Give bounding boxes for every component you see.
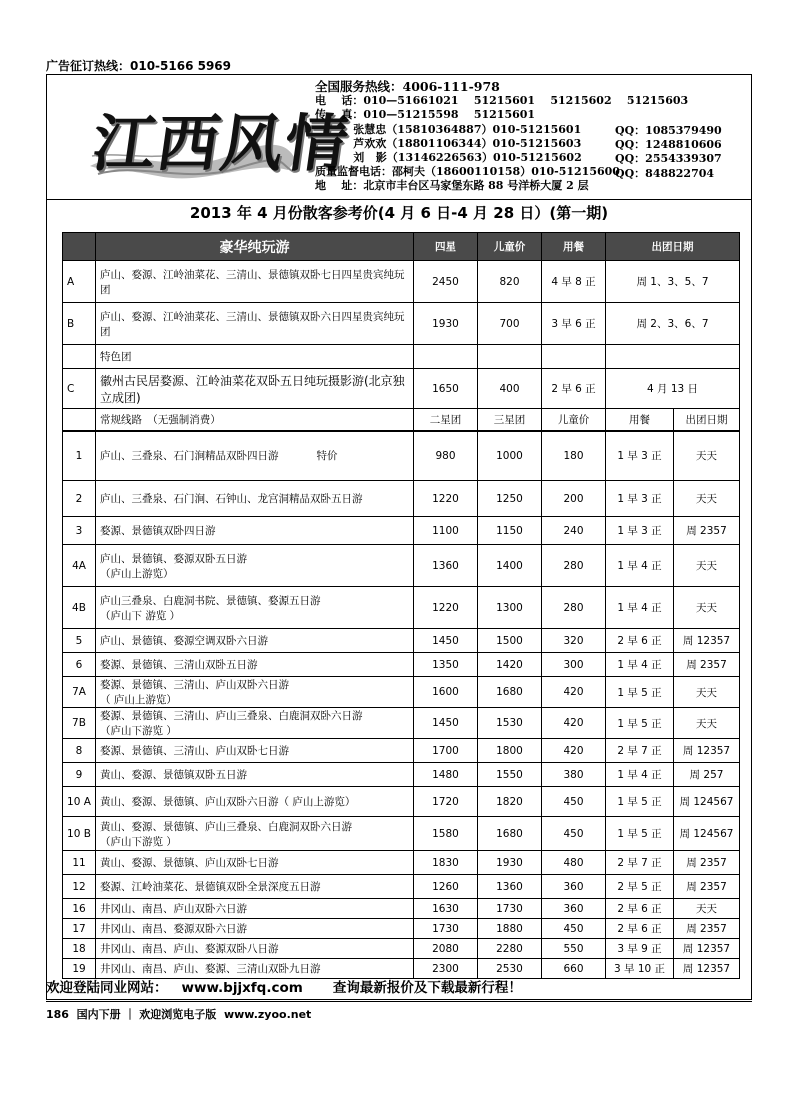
col-header: 三星团 bbox=[478, 409, 542, 431]
table-row bbox=[63, 481, 740, 517]
row-dates: 周 257 bbox=[674, 763, 740, 787]
row-id: 16 bbox=[63, 899, 96, 919]
row-price-3star: 1550 bbox=[478, 763, 542, 787]
route-text: 婺源、景德镇、三清山双卧五日游 bbox=[100, 659, 258, 671]
row-dates: 天天 bbox=[674, 708, 740, 739]
divider bbox=[46, 1001, 752, 1002]
col-header: 出团日期 bbox=[606, 233, 740, 261]
qq-number: QQ：1085379490 bbox=[615, 124, 722, 137]
route-text: 井冈山、南昌、庐山、婺源、三清山双卧九日游 bbox=[100, 963, 321, 975]
row-id: 10 A bbox=[63, 787, 96, 817]
row-route bbox=[96, 899, 414, 919]
row-meal: 2 早 6 正 bbox=[542, 369, 606, 409]
row-id: 18 bbox=[63, 939, 96, 959]
row-child: 420 bbox=[542, 708, 606, 739]
row-meal: 1 早 4 正 bbox=[606, 653, 674, 677]
row-id: 2 bbox=[63, 481, 96, 517]
row-route bbox=[96, 763, 414, 787]
row-price-3star: 2530 bbox=[478, 959, 542, 979]
row-route: 庐山、婺源、江岭油菜花、三清山、景德镇双卧七日四星贵宾纯玩团 bbox=[96, 261, 414, 303]
table-row bbox=[63, 919, 740, 939]
row-meal: 2 早 5 正 bbox=[606, 875, 674, 899]
contact-fax: 传 真：010—51215598 51215601 bbox=[315, 108, 536, 122]
row-route bbox=[96, 817, 414, 851]
row-price-3star: 1250 bbox=[478, 481, 542, 517]
row-child: 700 bbox=[478, 303, 542, 345]
row-child: 450 bbox=[542, 919, 606, 939]
qq-number: QQ：2554339307 bbox=[615, 152, 722, 166]
route-subnote: （庐山下 游览 ） bbox=[100, 609, 181, 622]
row-price-2star: 1600 bbox=[414, 677, 478, 708]
row-child: 180 bbox=[542, 431, 606, 481]
row-route bbox=[96, 919, 414, 939]
price-table bbox=[62, 232, 740, 979]
header-blank bbox=[63, 233, 96, 261]
table-row bbox=[63, 677, 740, 708]
row-dates: 周 12357 bbox=[674, 739, 740, 763]
table-row bbox=[63, 875, 740, 899]
contact-person: 刘 影（13146226563）010-51215602 bbox=[315, 151, 582, 165]
row-route: 庐山、婺源、江岭油菜花、三清山、景德镇双卧六日四星贵宾纯玩团 bbox=[96, 303, 414, 345]
regular-title: 常规线路 （无强制消费） bbox=[96, 409, 414, 431]
row-price-3star: 1680 bbox=[478, 817, 542, 851]
route-text: 庐山、三叠泉、石门涧精品双卧四日游 bbox=[100, 450, 279, 463]
row-meal: 1 早 5 正 bbox=[606, 787, 674, 817]
row-dates: 周 12357 bbox=[674, 629, 740, 653]
route-subnote: （庐山下游览 ） bbox=[100, 835, 177, 848]
row-dates: 周 124567 bbox=[674, 817, 740, 851]
row-dates: 周 2357 bbox=[674, 517, 740, 545]
row-meal: 1 早 5 正 bbox=[606, 708, 674, 739]
row-price-2star: 1220 bbox=[414, 481, 478, 517]
col-header: 四星 bbox=[414, 233, 478, 261]
table-row bbox=[63, 763, 740, 787]
table-row bbox=[63, 369, 740, 409]
qq-number: QQ：848822704 bbox=[615, 166, 715, 180]
route-text: 井冈山、南昌、庐山双卧六日游 bbox=[100, 903, 247, 915]
row-id: A bbox=[63, 261, 96, 303]
special-price-note: 特价 bbox=[316, 450, 338, 463]
row-route bbox=[96, 939, 414, 959]
table-row bbox=[63, 787, 740, 817]
contact-quality: 质量监督电话：邵柯夫（18600110158）010-51215600 bbox=[315, 165, 620, 179]
row-dates: 周 12357 bbox=[674, 939, 740, 959]
row-dates: 周 124567 bbox=[674, 787, 740, 817]
row-meal: 1 早 4 正 bbox=[606, 587, 674, 629]
row-route bbox=[96, 875, 414, 899]
row-price-2star: 980 bbox=[414, 431, 478, 481]
row-meal: 3 早 10 正 bbox=[606, 959, 674, 979]
row-child: 320 bbox=[542, 629, 606, 653]
row-id: 7A bbox=[63, 677, 96, 708]
row-price-2star: 1450 bbox=[414, 629, 478, 653]
row-meal: 1 早 4 正 bbox=[606, 763, 674, 787]
row-price-2star: 1730 bbox=[414, 919, 478, 939]
col-header: 儿童价 bbox=[478, 233, 542, 261]
row-route bbox=[96, 708, 414, 739]
row-price-3star: 1500 bbox=[478, 629, 542, 653]
row-child: 450 bbox=[542, 817, 606, 851]
table-row bbox=[63, 851, 740, 875]
row-dates: 周 1、3、5、7 bbox=[606, 261, 740, 303]
row-meal: 2 早 6 正 bbox=[606, 899, 674, 919]
route-subnote: （ 庐山上游览） bbox=[100, 694, 177, 706]
row-id: B bbox=[63, 303, 96, 345]
row-dates: 天天 bbox=[674, 899, 740, 919]
row-price-2star: 1580 bbox=[414, 817, 478, 851]
row-price-2star: 1360 bbox=[414, 545, 478, 587]
row-price-3star: 1730 bbox=[478, 899, 542, 919]
logo bbox=[88, 86, 355, 196]
row-id: 9 bbox=[63, 763, 96, 787]
row-child: 820 bbox=[478, 261, 542, 303]
contact-hotline: 全国服务热线：4006-111-978 bbox=[315, 79, 500, 94]
row-price-3star: 1820 bbox=[478, 787, 542, 817]
row-price-3star: 1420 bbox=[478, 653, 542, 677]
row-price-3star: 1400 bbox=[478, 545, 542, 587]
row-id: 4B bbox=[63, 587, 96, 629]
row-price: 1650 bbox=[414, 369, 478, 409]
table-row bbox=[63, 431, 740, 481]
row-dates: 周 12357 bbox=[674, 959, 740, 979]
row-price-3star: 1530 bbox=[478, 708, 542, 739]
row-meal: 3 早 6 正 bbox=[542, 303, 606, 345]
row-meal: 2 早 7 正 bbox=[606, 851, 674, 875]
route-text: 黄山、婺源、景德镇、庐山三叠泉、白鹿洞双卧六日游 bbox=[100, 820, 352, 833]
row-route: 徽州古民居婺源、江岭油菜花双卧五日纯玩摄影游(北京独立成团) bbox=[96, 369, 414, 409]
row-route bbox=[96, 851, 414, 875]
contact-address: 地 址：北京市丰台区马家堡东路 88 号洋桥大厦 2 层 bbox=[315, 179, 589, 193]
row-child: 360 bbox=[542, 899, 606, 919]
row-price-2star: 1480 bbox=[414, 763, 478, 787]
footer-welcome-text: 欢迎登陆同业网站： bbox=[46, 980, 168, 996]
row-price-2star: 1450 bbox=[414, 708, 478, 739]
route-text: 婺源、景德镇、三清山、庐山双卧六日游 bbox=[100, 679, 289, 691]
row-price-2star: 2300 bbox=[414, 959, 478, 979]
row-id: 1 bbox=[63, 431, 96, 481]
route-text: 井冈山、南昌、婺源双卧六日游 bbox=[100, 923, 247, 935]
row-dates: 天天 bbox=[674, 545, 740, 587]
row-price-2star: 1220 bbox=[414, 587, 478, 629]
table-row bbox=[63, 939, 740, 959]
table-row bbox=[63, 899, 740, 919]
row-price-3star: 1680 bbox=[478, 677, 542, 708]
row-price-2star: 1700 bbox=[414, 739, 478, 763]
footer-query-text: 查询最新报价及下载最新行程！ bbox=[332, 980, 522, 996]
footer-site-link[interactable]: www.bjjxfq.com bbox=[181, 980, 303, 996]
route-text: 黄山、婺源、景德镇双卧五日游 bbox=[100, 769, 247, 781]
contact-phone: 电 话：010—51661021 51215601 51215602 51215603 bbox=[315, 94, 689, 108]
row-price-2star: 1630 bbox=[414, 899, 478, 919]
row-price-2star: 1260 bbox=[414, 875, 478, 899]
table-row bbox=[63, 261, 740, 303]
row-meal: 1 早 3 正 bbox=[606, 481, 674, 517]
row-price: 1930 bbox=[414, 303, 478, 345]
row-dates: 天天 bbox=[674, 431, 740, 481]
row-price-2star: 2080 bbox=[414, 939, 478, 959]
row-route bbox=[96, 653, 414, 677]
row-price: 2450 bbox=[414, 261, 478, 303]
row-meal: 1 早 5 正 bbox=[606, 817, 674, 851]
qq-list bbox=[615, 124, 722, 181]
row-id: 17 bbox=[63, 919, 96, 939]
row-meal: 1 早 5 正 bbox=[606, 677, 674, 708]
row-id: 5 bbox=[63, 629, 96, 653]
row-route bbox=[96, 787, 414, 817]
row-dates: 周 2357 bbox=[674, 851, 740, 875]
row-price-3star: 1150 bbox=[478, 517, 542, 545]
col-header: 儿童价 bbox=[542, 409, 606, 431]
row-dates: 天天 bbox=[674, 677, 740, 708]
ad-hotline: 广告征订热线：010-5166 5969 bbox=[46, 59, 232, 73]
row-price-2star: 1720 bbox=[414, 787, 478, 817]
footer-welcome bbox=[46, 976, 752, 996]
col-header: 用餐 bbox=[542, 233, 606, 261]
row-id: 6 bbox=[63, 653, 96, 677]
row-route bbox=[96, 587, 414, 629]
row-child: 400 bbox=[478, 369, 542, 409]
contact-person: 张慧忠（15810364887）010-51215601 bbox=[315, 122, 582, 136]
row-dates: 4 月 13 日 bbox=[606, 369, 740, 409]
row-child: 420 bbox=[542, 677, 606, 708]
table-row bbox=[63, 587, 740, 629]
row-dates: 周 2、3、6、7 bbox=[606, 303, 740, 345]
row-route bbox=[96, 517, 414, 545]
row-child: 380 bbox=[542, 763, 606, 787]
row-dates: 周 2357 bbox=[674, 653, 740, 677]
row-id: 4A bbox=[63, 545, 96, 587]
table-row bbox=[63, 517, 740, 545]
col-header: 用餐 bbox=[606, 409, 674, 431]
row-dates: 天天 bbox=[674, 587, 740, 629]
row-child: 360 bbox=[542, 875, 606, 899]
route-text: 婺源、景德镇、三清山、庐山三叠泉、白鹿洞双卧六日游 bbox=[100, 710, 363, 722]
row-child: 300 bbox=[542, 653, 606, 677]
row-route bbox=[96, 629, 414, 653]
footer-page-line: 186 国内下册 ｜ 欢迎浏览电子版 www.zyoo.net bbox=[46, 1008, 312, 1021]
special-label-row bbox=[63, 345, 740, 369]
table-row bbox=[63, 739, 740, 763]
regular-routes bbox=[63, 431, 740, 979]
table-row bbox=[63, 817, 740, 851]
route-text: 黄山、婺源、景德镇、庐山双卧六日游（ 庐山上游览） bbox=[100, 796, 356, 808]
regular-header-row bbox=[63, 409, 740, 431]
divider bbox=[46, 199, 752, 200]
route-text: 婺源、景德镇双卧四日游 bbox=[100, 525, 216, 537]
route-text: 婺源、景德镇、三清山、庐山双卧七日游 bbox=[100, 745, 289, 757]
row-price-2star: 1830 bbox=[414, 851, 478, 875]
table-row bbox=[63, 708, 740, 739]
row-child: 450 bbox=[542, 787, 606, 817]
row-id: 12 bbox=[63, 875, 96, 899]
row-dates: 周 2357 bbox=[674, 919, 740, 939]
row-meal: 1 早 4 正 bbox=[606, 545, 674, 587]
row-meal: 1 早 3 正 bbox=[606, 431, 674, 481]
row-child: 200 bbox=[542, 481, 606, 517]
route-subnote: （庐山上游览） bbox=[100, 567, 174, 580]
row-meal: 2 早 6 正 bbox=[606, 629, 674, 653]
row-id: 3 bbox=[63, 517, 96, 545]
row-child: 550 bbox=[542, 939, 606, 959]
row-child: 420 bbox=[542, 739, 606, 763]
row-id: 11 bbox=[63, 851, 96, 875]
route-text: 庐山、景德镇、婺源空调双卧六日游 bbox=[100, 635, 268, 647]
row-price-3star: 1800 bbox=[478, 739, 542, 763]
row-dates: 天天 bbox=[674, 481, 740, 517]
row-route bbox=[96, 739, 414, 763]
row-id: 7B bbox=[63, 708, 96, 739]
route-text: 庐山、三叠泉、石门涧、石钟山、龙宫洞精品双卧五日游 bbox=[100, 493, 363, 505]
row-meal: 2 早 6 正 bbox=[606, 919, 674, 939]
special-label: 特色团 bbox=[96, 345, 414, 369]
row-id: 8 bbox=[63, 739, 96, 763]
route-text: 庐山、景德镇、婺源双卧五日游 bbox=[100, 552, 247, 565]
route-text: 黄山、婺源、景德镇、庐山双卧七日游 bbox=[100, 857, 279, 869]
luxury-header-row bbox=[63, 233, 740, 261]
row-route bbox=[96, 545, 414, 587]
logo-title: 江西风情 bbox=[88, 107, 355, 180]
row-id: 10 B bbox=[63, 817, 96, 851]
row-id: 19 bbox=[63, 959, 96, 979]
table-row bbox=[63, 545, 740, 587]
row-child: 280 bbox=[542, 587, 606, 629]
col-header: 出团日期 bbox=[674, 409, 740, 431]
col-header: 二星团 bbox=[414, 409, 478, 431]
route-text: 庐山三叠泉、白鹿洞书院、景德镇、婺源五日游 bbox=[100, 594, 321, 607]
row-meal: 1 早 3 正 bbox=[606, 517, 674, 545]
row-price-3star: 1000 bbox=[478, 431, 542, 481]
row-route bbox=[96, 677, 414, 708]
row-child: 660 bbox=[542, 959, 606, 979]
page-title: 2013 年 4 月份散客参考价(4 月 6 日-4 月 28 日）(第一期) bbox=[189, 204, 609, 222]
row-child: 280 bbox=[542, 545, 606, 587]
row-dates: 周 2357 bbox=[674, 875, 740, 899]
row-id: C bbox=[63, 369, 96, 409]
row-meal: 4 早 8 正 bbox=[542, 261, 606, 303]
row-route bbox=[96, 481, 414, 517]
table-row bbox=[63, 629, 740, 653]
route-subnote: （庐山下游览 ） bbox=[100, 725, 177, 737]
row-price-3star: 2280 bbox=[478, 939, 542, 959]
row-price-3star: 1360 bbox=[478, 875, 542, 899]
luxury-title: 豪华纯玩游 bbox=[96, 233, 414, 261]
row-meal: 2 早 7 正 bbox=[606, 739, 674, 763]
row-route bbox=[96, 431, 414, 481]
row-meal: 3 早 9 正 bbox=[606, 939, 674, 959]
row-price-3star: 1880 bbox=[478, 919, 542, 939]
route-text: 婺源、江岭油菜花、景德镇双卧全景深度五日游 bbox=[100, 881, 321, 893]
qq-number: QQ：1248810606 bbox=[615, 138, 722, 152]
row-price-3star: 1300 bbox=[478, 587, 542, 629]
row-price-3star: 1930 bbox=[478, 851, 542, 875]
row-price-2star: 1100 bbox=[414, 517, 478, 545]
contact-person: 芦欢欢（18801106344）010-51215603 bbox=[315, 136, 582, 150]
row-child: 480 bbox=[542, 851, 606, 875]
table-row bbox=[63, 303, 740, 345]
table-row bbox=[63, 653, 740, 677]
row-price-2star: 1350 bbox=[414, 653, 478, 677]
route-text: 井冈山、南昌、庐山、婺源双卧八日游 bbox=[100, 943, 279, 955]
row-child: 240 bbox=[542, 517, 606, 545]
